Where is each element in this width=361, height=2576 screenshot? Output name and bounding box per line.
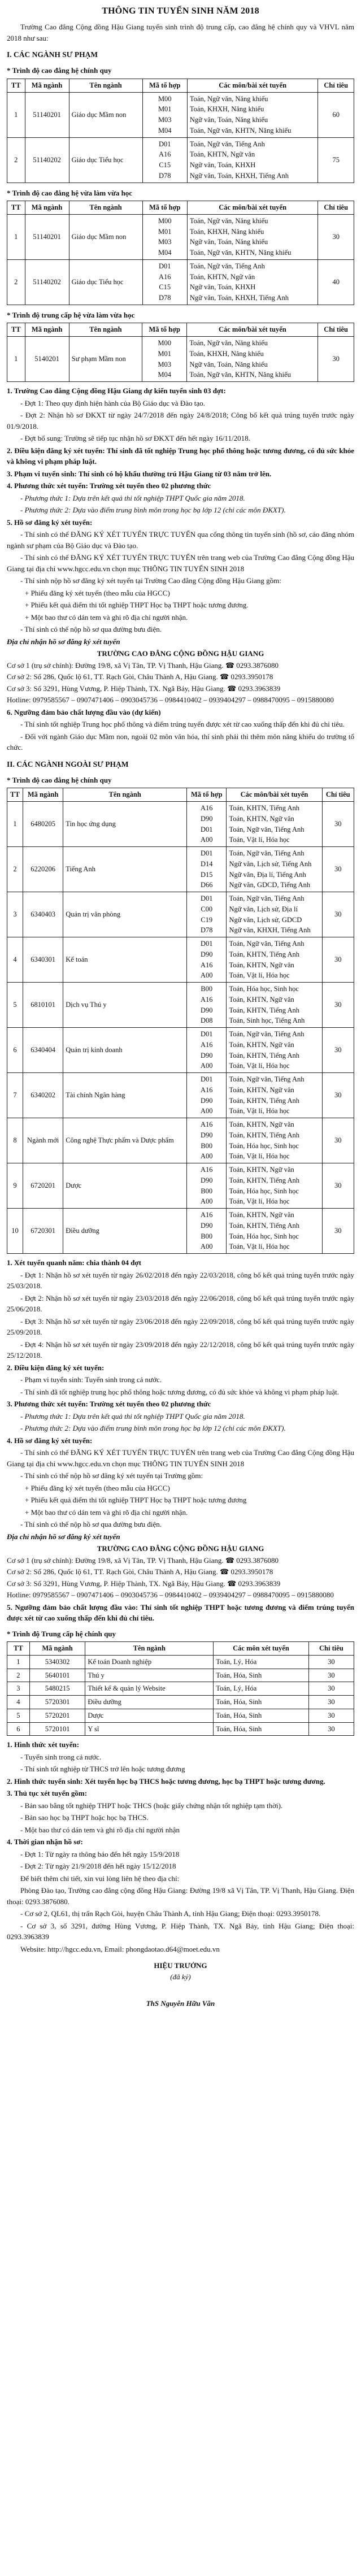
table-header-cell: Mã tổ hợp [142, 323, 186, 337]
table-cell-name: Thiết kế & quản lý Website [85, 1682, 214, 1696]
table-cell-name: Kế toán [63, 937, 187, 983]
table-header-cell: Chỉ tiêu [322, 788, 354, 802]
item-line: - Đợt 2: Nhận hồ sơ xét tuyển từ ngày 23/03/2018 đến ngày 22/06/2018, công bố kết quả trúng tuyển trước ngày 25/06/2018. [7, 1293, 354, 1313]
table-cell-tt: 6 [7, 1028, 23, 1073]
table-cell-tt: 5 [7, 983, 23, 1028]
contact-block [7, 1543, 354, 1601]
table-row [7, 937, 354, 983]
table-cell-code: 51140201 [25, 92, 69, 137]
table-cell-subjects: Toán, Ngữ văn, Tiếng Anh Ngữ văn, Lịch sử, Địa lí Ngữ văn, Lịch sử, GDCD Ngữ văn, KHXH, Tiếng Anh [227, 892, 322, 937]
table-cell-tt: 4 [7, 937, 23, 983]
table-cell-subjects: Toán, Ngữ văn, Tiếng Anh Toán, KHTN, Tiếng Anh Toán, KHTN, Ngữ văn Toán, Vật lí, Hóa học [227, 937, 322, 983]
table-header-cell: Chỉ tiêu [318, 201, 354, 215]
item-line: - Thí sinh có thể ĐĂNG KÝ XÉT TUYỂN TRỰC TUYẾN trên trang web của Trường Cao đẳng Cộng đồng Hậu Giang tại địa chỉ www.hgcc.edu.vn chọn mục THÔNG TIN TUYỂN SINH 2018 [7, 553, 354, 573]
intro-paragraph: Trường Cao đẳng Cộng đồng Hậu Giang tuyển sinh trình độ trung cấp, cao đẳng hệ chính quy và VHVL năm 2018 như sau: [7, 23, 354, 42]
table-cell-quota: 30 [322, 1073, 354, 1118]
item-line: - Một bao thư có dán tem và ghi rõ địa chỉ người nhận [20, 1825, 180, 1834]
table-cell-quota: 30 [322, 1028, 354, 1073]
table-header-cell: TT [7, 788, 23, 802]
item-line: - Đợt 1: Nhận hồ sơ xét tuyển từ ngày 26/02/2018 đến ngày 22/03/2018, công bố kết quả trúng tuyển trước ngày 25/03/2018. [7, 1270, 354, 1290]
table-row [7, 259, 354, 305]
contact-line: Phòng Đào tạo, Trường cao đẳng cộng đồng Hậu Giang: Đường 19/8 xã Vị Tân, TP. Vị Thanh, Hậu Giang. Điện thoại: 0293.3876080. [7, 1886, 354, 1906]
hotline-line: Hotline: 0979585567 – 0907471406 – 0903045736 – 0984410402 – 0939404297 – 0988470095 – 0915880080 [7, 1591, 334, 1599]
item-title: 3. Thủ tục xét tuyển gồm: [7, 1789, 88, 1798]
table-cell-tt: 1 [7, 1655, 30, 1669]
table-cell-tt: 8 [7, 1118, 23, 1163]
table-cell-subjects: Toán, Lý, Hóa [214, 1682, 309, 1696]
item-line: - Đối với ngành Giáo dục Mầm non, ngoài 02 môn văn hóa, thí sinh phải thi thêm môn năng khiếu do trường tổ chức. [7, 732, 354, 751]
table-header-row [7, 323, 354, 337]
table-cell-tt: 7 [7, 1073, 23, 1118]
table-cell-name: Công nghệ Thực phẩm và Dược phẩm [63, 1118, 187, 1163]
item-title: 5. Hồ sơ đăng ký xét tuyển: [7, 518, 93, 527]
item-title: 3. Phương thức xét tuyển: Trường xét tuyển theo 02 phương thức [7, 1400, 211, 1408]
table-cell-combo: D01 A16 C15 D78 [142, 137, 187, 183]
address-line: Cơ sở 2: Số 286, Quốc lộ 61, TT. Rạch Gòi, Châu Thành A, Hậu Giang. ☎ 0293.3950178 [7, 672, 273, 681]
table-cell-name: Y sĩ [85, 1722, 214, 1736]
table-cell-name: Quản trị văn phòng [63, 892, 187, 937]
contact-block [7, 648, 354, 706]
table-header-cell: Chỉ tiêu [318, 323, 354, 337]
table-row [7, 1655, 354, 1669]
item-line: - Thí sinh tốt nghiệp từ THCS trở lên hoặc tương đương [20, 1765, 185, 1774]
table-cell-subjects: Toán, Ngữ văn, Năng khiếu Toán, KHXH, Năng khiếu Ngữ văn, Toán, Năng khiếu Toán, Ngữ văn, KHTN, Năng khiếu [187, 337, 318, 382]
table-cell-quota: 30 [322, 847, 354, 892]
item-line: - Thí sinh có thể nộp hồ sơ qua đường bưu điện. [20, 625, 162, 633]
table-header-cell: Mã tổ hợp [142, 201, 187, 215]
table-cell-subjects: Toán, Hóa, Sinh [214, 1669, 309, 1682]
address-line: Cơ sở 1 (trụ sở chính): Đường 19/8, xã Vị Tân, TP. Vị Thanh, Hậu Giang. ☎ 0293.3876080 [7, 661, 279, 670]
item-line: - Đợt 4: Nhận hồ sơ xét tuyển từ ngày 23/09/2018 đến ngày 22/12/2018, công bố kết quả trúng tuyển trước ngày 25/12/2018. [7, 1340, 354, 1359]
table-cell-subjects: Toán, Ngữ văn, Tiếng Anh Toán, KHTN, Ngữ văn Toán, KHTN, Tiếng Anh Toán, Vật lí, Hóa học [227, 1073, 322, 1118]
table-header-cell: Các môn/bài xét tuyển [227, 788, 322, 802]
table-cell-subjects: Toán, KHTN, Tiếng Anh Toán, KHTN, Ngữ văn Toán, Ngữ văn, Tiếng Anh Toán, Vật lí, Hóa học [227, 802, 322, 847]
item-title: 4. Hồ sơ đăng ký xét tuyển: [7, 1436, 93, 1445]
table-nsp-cd-chinh-quy [7, 788, 354, 1254]
table-header-cell: Mã ngành [25, 323, 69, 337]
table-cell-quota: 30 [322, 1209, 354, 1254]
table-cell-subjects: Toán, KHTN, Ngữ văn Toán, KHTN, Tiếng Anh Toán, Hóa học, Sinh học Toán, Vật lí, Hóa học [227, 1118, 322, 1163]
table-cell-name: Dược [63, 1163, 187, 1209]
table-header-row [7, 79, 354, 92]
table-cell-tt: 2 [7, 847, 23, 892]
table-cell-subjects: Toán, Ngữ văn, Tiếng Anh Toán, KHTN, Ngữ văn Ngữ văn, Toán, KHXH Ngữ văn, Toán, KHXH, Tiếng Anh [187, 137, 318, 183]
table-cell-tt: 6 [7, 1722, 30, 1736]
bullet-line: + Một bao thư có dán tem và ghi rõ địa chỉ người nhận. [25, 1508, 188, 1517]
page-title: THÔNG TIN TUYỂN SINH NĂM 2018 [102, 6, 259, 16]
table-header-cell: Các môn/bài xét tuyển [187, 79, 318, 92]
bullet-line: + Phiếu kết quả điểm thi tốt nghiệp THPT Học bạ THPT hoặc tương đương [25, 1496, 247, 1504]
table-row [7, 214, 354, 259]
table-cell-quota: 30 [318, 214, 354, 259]
school-name: TRƯỜNG CAO ĐẲNG CỘNG ĐỒNG HẬU GIANG [97, 1544, 264, 1553]
table-header-cell: Mã ngành [29, 1642, 85, 1656]
item-title: 6. Ngưỡng đảm bảo chất lượng đầu vào (dự kiến) [7, 707, 161, 716]
table-row [7, 802, 354, 847]
table-header-cell: TT [7, 323, 25, 337]
table-header-cell: Các môn/bài xét tuyển [187, 201, 318, 215]
address-line: Cơ sở 3: Số 3291, Hùng Vương, P. Hiệp Thành, TX. Ngã Bảy, Hậu Giang. ☎ 0293.3963839 [7, 684, 281, 693]
table-cell-tt: 1 [7, 214, 25, 259]
table-cell-quota: 30 [322, 1163, 354, 1209]
table-header-cell: Chỉ tiêu [308, 1642, 354, 1656]
table-cell-code: 51140202 [25, 259, 69, 305]
table-cell-combo: D01 A16 D90 A00 [187, 1028, 227, 1073]
bullet-line: + Phiếu đăng ký xét tuyển (theo mẫu của HGCC) [25, 588, 170, 597]
table-sp-cd-vlvh [7, 201, 354, 305]
table-cell-code: 6720201 [23, 1163, 63, 1209]
table-row [7, 1118, 354, 1163]
table-cell-name: Dịch vụ Thú y [63, 983, 187, 1028]
table-cell-quota: 30 [322, 802, 354, 847]
table-cell-name: Sư phạm Mầm non [69, 337, 142, 382]
table-cell-subjects: Toán, Hóa, Sinh [214, 1722, 309, 1736]
table-cell-quota: 30 [322, 937, 354, 983]
table-cell-subjects: Toán, KHTN, Ngữ văn Toán, KHTN, Tiếng Anh Toán, Hóa học, Sinh học Toán, Vật lí, Hóa học [227, 1209, 322, 1254]
table-caption: * Trình độ cao đẳng hệ chính quy [7, 775, 112, 784]
bullet-line: + Phiếu kết quả điểm thi tốt nghiệp THPT Học bạ THPT hoặc tương đương. [25, 601, 249, 609]
table-header-cell: Tên ngành [63, 788, 187, 802]
table-row [7, 1722, 354, 1736]
item-line: - Thí sinh nộp hồ sơ đăng ký xét tuyển tại Trường Cao đẳng Cộng đồng Hậu Giang gồm: [20, 576, 281, 585]
address-line: Cơ sở 3: Số 3291, Hùng Vương, P. Hiệp Thành, TX. Ngã Bảy, Hậu Giang. ☎ 0293.3963839 [7, 1579, 281, 1588]
address-caption: Địa chỉ nhận hồ sơ đăng ký xét tuyển [7, 1532, 120, 1541]
table-cell-name: Giáo dục Tiểu học [69, 259, 142, 305]
table-header-cell: TT [7, 79, 25, 92]
section-heading-sp: I. CÁC NGÀNH SƯ PHẠM [7, 50, 98, 59]
table-caption: * Trình độ cao đẳng hệ chính quy [7, 66, 112, 75]
table-cell-subjects: Toán, Ngữ văn, Tiếng Anh Ngữ văn, Lịch sử, Tiếng Anh Ngữ văn, Địa lí, Tiếng Anh Ngữ văn, GDCD, Tiếng Anh [227, 847, 322, 892]
table-cell-combo: A16 D90 B00 A00 [187, 1209, 227, 1254]
table-cell-tt: 10 [7, 1209, 23, 1254]
item-line: - Thí sinh tốt nghiệp Trung học phổ thông và điểm trúng tuyển được xét từ cao xuống thấp đến khi đủ chỉ tiêu. [20, 720, 345, 728]
signature-role: HIỆU TRƯỞNG [154, 1961, 207, 1970]
table-cell-quota: 30 [322, 983, 354, 1028]
table-header-cell: TT [7, 201, 25, 215]
table-row [7, 1669, 354, 1682]
item-line: - Thí sinh đã tốt nghiệp trung học phổ thông hoặc tương đương, có đủ sức khỏe và không vi phạm pháp luật. [20, 1387, 339, 1396]
item-title: 2. Hình thức tuyển sinh: Xét tuyển học bạ THCS hoặc tương đương, học bạ THPT hoặc tương đương. [7, 1776, 325, 1786]
table-cell-subjects: Toán, Hóa, Sinh [214, 1709, 309, 1722]
item-line: - Đợt 3: Nhận hồ sơ xét tuyển từ ngày 23/06/2018 đến ngày 22/09/2018, công bố kết quả trúng tuyển trước ngày 25/09/2018. [7, 1317, 354, 1336]
table-row [7, 1709, 354, 1722]
table-cell-combo: A16 D90 D01 A00 [187, 802, 227, 847]
table-cell-code: 5480215 [29, 1682, 85, 1696]
table-cell-quota: 30 [308, 1682, 354, 1696]
address-line: Cơ sở 1 (trụ sở chính): Đường 19/8, xã Vị Tân, TP. Vị Thanh, Hậu Giang. ☎ 0293.3876080 [7, 1556, 279, 1565]
table-cell-tt: 1 [7, 337, 25, 382]
table-cell-combo: D01 A16 D90 A00 [187, 1073, 227, 1118]
table-cell-tt: 9 [7, 1163, 23, 1209]
item-title: 1. Xét tuyển quanh năm: chia thành 04 đợt [7, 1258, 141, 1267]
table-cell-name: Giáo dục Mầm non [69, 92, 142, 137]
table-header-cell: Mã tổ hợp [142, 79, 187, 92]
table-cell-name: Giáo dục Mầm non [69, 214, 142, 259]
table-row [7, 137, 354, 183]
item-line: - Đợt 2: Từ ngày 21/9/2018 đến hết ngày 15/12/2018 [20, 1862, 176, 1871]
table-cell-quota: 30 [322, 1118, 354, 1163]
item-title: 2. Điều kiện đăng ký xét tuyển: [7, 1363, 105, 1372]
table-cell-quota: 30 [318, 337, 354, 382]
table-row [7, 983, 354, 1028]
table-header-cell: Tên ngành [69, 323, 142, 337]
table-cell-code: 5140201 [25, 337, 69, 382]
table-cell-name: Tiếng Anh [63, 847, 187, 892]
table-cell-code: 5720301 [29, 1696, 85, 1709]
table-cell-quota: 30 [308, 1655, 354, 1669]
item-line: - Đợt 1: Từ ngày ra thông báo đến hết ngày 15/9/2018 [20, 1849, 180, 1858]
table-caption: * Trình độ cao đẳng hệ vừa làm vừa học [7, 188, 133, 197]
table-nsp-tc-chinh-quy [7, 1641, 354, 1736]
table-cell-combo: D01 C00 C19 D78 [187, 892, 227, 937]
table-cell-tt: 1 [7, 802, 23, 847]
table-cell-code: 6810101 [23, 983, 63, 1028]
item-line: - Đợt 2: Nhận hồ sơ ĐKXT từ ngày 24/7/2018 đến ngày 24/8/2018; Công bố kết quả trúng tuyển trước ngày 01/9/2018. [7, 411, 354, 431]
item-line: - Bản sao bằng tốt nghiệp THPT hoặc THCS (hoặc giấy chứng nhận tốt nghiệp tạm thời). [20, 1801, 283, 1810]
item-line: Để biết thêm chi tiết, xin vui lòng liên hệ theo địa chỉ: [20, 1874, 180, 1883]
item-title: 2. Điều kiện đăng ký xét tuyển: Thí sinh đã tốt nghiệp Trung học phổ thông hoặc tương đương, có đủ sức khỏe và không vi phạm pháp luật. [7, 446, 354, 466]
table-cell-tt: 2 [7, 137, 25, 183]
item-line: - Thí sinh có thể nộp hồ sơ qua đường bưu điện. [20, 1520, 162, 1528]
table-cell-name: Tin học ứng dụng [63, 802, 187, 847]
table-row [7, 92, 354, 137]
item-line: - Tuyển sinh trong cả nước. [20, 1752, 102, 1761]
table-header-cell: Mã ngành [23, 788, 63, 802]
bullet-line: + Phiếu đăng ký xét tuyển (theo mẫu của HGCC) [25, 1483, 170, 1492]
item-line: - Thí sinh có thể nộp hồ sơ đăng ký xét tuyển tại Trường gồm: [20, 1471, 203, 1480]
table-cell-code: Ngành mới [23, 1118, 63, 1163]
table-row [7, 1073, 354, 1118]
table-row [7, 847, 354, 892]
table-header-cell: Các môn xét tuyển [214, 1642, 309, 1656]
table-cell-name: Điều dưỡng [85, 1696, 214, 1709]
table-cell-quota: 30 [308, 1722, 354, 1736]
table-cell-subjects: Toán, Lý, Hóa [214, 1655, 309, 1669]
table-row [7, 1682, 354, 1696]
item-line: - Thí sinh có thể ĐĂNG KÝ XÉT TUYỂN TRỰC TUYẾN trên trang web của Trường Cao đẳng Cộng đồng Hậu Giang tại địa chỉ www.hgcc.edu.vn chọn mục THÔNG TIN TUYỂN SINH 2018 [7, 1448, 354, 1468]
signature-note: (đã ký) [170, 1972, 191, 1981]
table-cell-tt: 2 [7, 259, 25, 305]
table-cell-combo: D01 D14 D15 D66 [187, 847, 227, 892]
table-cell-tt: 3 [7, 892, 23, 937]
table-cell-name: Giáo dục Tiểu học [69, 137, 142, 183]
website-line[interactable]: Website: http://hgcc.edu.vn, Email: phongdaotao.d64@moet.edu.vn [20, 1944, 220, 1953]
table-cell-combo: M00 M01 M03 M04 [142, 214, 187, 259]
table-row [7, 1209, 354, 1254]
table-row [7, 892, 354, 937]
table-cell-combo: B00 A16 D90 D08 [187, 983, 227, 1028]
table-row [7, 1163, 354, 1209]
table-header-cell: Tên ngành [69, 79, 142, 92]
table-header-row [7, 201, 354, 215]
table-cell-name: Kế toán Doanh nghiệp [85, 1655, 214, 1669]
table-cell-subjects: Toán, KHTN, Ngữ văn Toán, KHTN, Tiếng Anh Toán, Hóa học, Sinh học Toán, Vật lí, Hóa học [227, 1163, 322, 1209]
table-header-cell: Mã ngành [25, 201, 69, 215]
table-cell-name: Dược [85, 1709, 214, 1722]
table-header-cell: Mã ngành [25, 79, 69, 92]
item-title: 4. Phương thức xét tuyển: Trường xét tuyển theo 02 phương thức [7, 481, 211, 490]
item-line: - Phạm vi tuyển sinh: Tuyển sinh trong cả nước. [20, 1375, 162, 1384]
table-cell-name: Thú y [85, 1669, 214, 1682]
table-cell-quota: 30 [308, 1709, 354, 1722]
table-cell-combo: M00 M01 M03 M04 [142, 92, 187, 137]
table-cell-combo: A16 D90 B00 A00 [187, 1118, 227, 1163]
table-cell-combo: D01 A16 C15 D78 [142, 259, 187, 305]
table-cell-subjects: Toán, Hóa, Sinh [214, 1696, 309, 1709]
table-cell-subjects: Toán, Ngữ văn, Năng khiếu Toán, KHXH, Năng khiếu Ngữ văn, Toán, Năng khiếu Toán, Ngữ văn, KHTN, Năng khiếu [187, 92, 318, 137]
table-cell-code: 6340403 [23, 892, 63, 937]
item-line: - Phương thức 2: Dựa vào điểm trung bình môn trong học bạ lớp 12 (chỉ các môn ĐKXT). [20, 506, 286, 514]
table-cell-tt: 4 [7, 1696, 30, 1709]
table-header-row [7, 1642, 354, 1656]
table-cell-code: 6340202 [23, 1073, 63, 1118]
table-cell-quota: 30 [308, 1669, 354, 1682]
address-line: Cơ sở 2: Số 286, Quốc lộ 61, TT. Rạch Gòi, Châu Thành A, Hậu Giang. ☎ 0293.3950178 [7, 1567, 273, 1576]
table-row [7, 1696, 354, 1709]
item-line: - Bản sao học bạ THPT hoặc học bạ THCS. [20, 1813, 149, 1822]
table-cell-tt: 3 [7, 1682, 30, 1696]
table-header-cell: Các môn/bài xét tuyển [187, 323, 318, 337]
item-line: - Đợt bổ sung: Trường sẽ tiếp tục nhận hồ sơ ĐKXT đến hết ngày 16/11/2018. [20, 434, 250, 442]
table-cell-combo: D01 D90 A16 A00 [187, 937, 227, 983]
table-cell-code: 6340301 [23, 937, 63, 983]
table-caption: * Trình độ trung cấp hệ vừa làm vừa học [7, 310, 135, 319]
table-cell-subjects: Toán, Ngữ văn, Tiếng Anh Toán, KHTN, Ngữ văn Ngữ văn, Toán, KHXH Ngữ văn, Toán, KHXH, Tiếng Anh [187, 259, 318, 305]
contact-line: - Cơ sở 2, QL61, thị trấn Rạch Gòi, huyện Châu Thành A, tỉnh Hậu Giang; Điện thoại: 0293.3950178. [20, 1909, 321, 1918]
table-cell-code: 6220206 [23, 847, 63, 892]
table-cell-code: 51140201 [25, 214, 69, 259]
table-cell-subjects: Toán, Ngữ văn, Năng khiếu Toán, KHXH, Năng khiếu Ngữ văn, Toán, Năng khiếu Toán, Ngữ văn, KHTN, Năng khiếu [187, 214, 318, 259]
table-row [7, 337, 354, 382]
table-cell-quota: 60 [318, 92, 354, 137]
table-cell-code: 5640101 [29, 1669, 85, 1682]
table-cell-subjects: Toán, Hóa học, Sinh học Toán, KHTN, Ngữ văn Toán, KHTN, Tiếng Anh Toán, Sinh học, Tiếng Anh [227, 983, 322, 1028]
contact-line: - Cơ sở 3, số 3291, đường Hùng Vương, P. Hiệp Thành, TX. Ngã Bảy, tỉnh Hậu Giang; Điện thoại: 0293.3963839 [7, 1921, 354, 1941]
item-title: 4. Thời gian nhận hồ sơ: [7, 1837, 83, 1847]
table-cell-combo: M00 M01 M03 M04 [142, 337, 186, 382]
item-title: 1. Hình thức xét tuyển: [7, 1740, 80, 1749]
item-line: - Thí sinh có thể ĐĂNG KÝ XÉT TUYỂN TRỰC TUYẾN qua cổng thông tin tuyển sinh (hồ sơ, cáo đăng nhóm ngành sư phạm của Bộ Giáo dục và Đào tạo. [7, 530, 354, 550]
table-header-cell: Mã tổ hợp [187, 788, 227, 802]
section-heading-ngoai-sp: II. CÁC NGÀNH NGOÀI SƯ PHẠM [7, 759, 129, 768]
table-row [7, 1028, 354, 1073]
table-cell-code: 5720101 [29, 1722, 85, 1736]
table-cell-code: 6720301 [23, 1209, 63, 1254]
table-cell-code: 6480205 [23, 802, 63, 847]
table-caption: * Trình độ Trung cấp hệ chính quy [7, 1629, 116, 1638]
table-cell-quota: 30 [308, 1696, 354, 1709]
table-cell-combo: A16 D90 B00 A00 [187, 1163, 227, 1209]
item-line: - Phương thức 1: Dựa trên kết quả thi tốt nghiệp THPT Quốc gia năm 2018. [20, 493, 245, 502]
table-header-cell: Chỉ tiêu [318, 79, 354, 92]
item-line: - Phương thức 1: Dựa trên kết quả thi tốt nghiệp THPT Quốc gia năm 2018. [20, 1411, 245, 1421]
item-title: 5. Ngưỡng đảm bảo chất lượng đầu vào: Thí sinh tốt nghiệp THPT hoặc tương đương và điểm trúng tuyển được xét từ cao xuống thấp đến khi đủ chỉ tiêu. [7, 1602, 354, 1622]
table-cell-tt: 1 [7, 92, 25, 137]
table-cell-code: 51140202 [25, 137, 69, 183]
table-header-cell: Tên ngành [85, 1642, 214, 1656]
table-cell-name: Điều dưỡng [63, 1209, 187, 1254]
table-header-row [7, 788, 354, 802]
school-name: TRƯỜNG CAO ĐẲNG CỘNG ĐỒNG HẬU GIANG [97, 649, 264, 658]
item-title: 1. Trường Cao đẳng Cộng đồng Hậu Giang dự kiến tuyển sinh 03 đợt: [7, 386, 226, 395]
table-cell-tt: 5 [7, 1709, 30, 1722]
table-cell-code: 6340404 [23, 1028, 63, 1073]
table-cell-name: Quản trị kinh doanh [63, 1028, 187, 1073]
item-line: - Phương thức 2: Dựa vào điểm trung bình môn trong học bạ lớp 12 (chỉ các môn ĐKXT). [20, 1424, 286, 1432]
table-cell-name: Tài chính Ngân hàng [63, 1073, 187, 1118]
table-header-cell: Tên ngành [69, 201, 142, 215]
table-cell-code: 5340302 [29, 1655, 85, 1669]
item-title: 3. Phạm vi tuyển sinh: Thí sinh có hộ khẩu thường trú Hậu Giang từ 03 năm trở lên. [7, 469, 272, 478]
address-caption: Địa chỉ nhận hồ sơ đăng ký xét tuyển [7, 637, 120, 646]
table-cell-quota: 75 [318, 137, 354, 183]
table-sp-cd-chinh-quy [7, 79, 354, 183]
table-cell-quota: 30 [322, 892, 354, 937]
signature-name: ThS Nguyễn Hữu Văn [146, 1999, 215, 2008]
signature-block [7, 1960, 354, 2009]
table-header-cell: TT [7, 1642, 30, 1656]
table-cell-quota: 40 [318, 259, 354, 305]
table-sp-tc-vlvh [7, 323, 354, 382]
item-line: - Đợt 1: Theo quy định hiện hành của Bộ Giáo dục và Đào tạo. [20, 398, 205, 407]
table-cell-code: 5720201 [29, 1709, 85, 1722]
bullet-line: + Một bao thư có dán tem và ghi rõ địa chỉ người nhận. [25, 612, 188, 622]
table-cell-subjects: Toán, Ngữ văn, Tiếng Anh Toán, KHTN, Ngữ văn Toán, KHTN, Tiếng Anh Toán, Vật lí, Hóa học [227, 1028, 322, 1073]
hotline-line: Hotline: 0979585567 – 0907471406 – 0903045736 – 0984410402 – 0939404297 – 0988470095 – 0915880080 [7, 696, 334, 704]
table-cell-tt: 2 [7, 1669, 30, 1682]
